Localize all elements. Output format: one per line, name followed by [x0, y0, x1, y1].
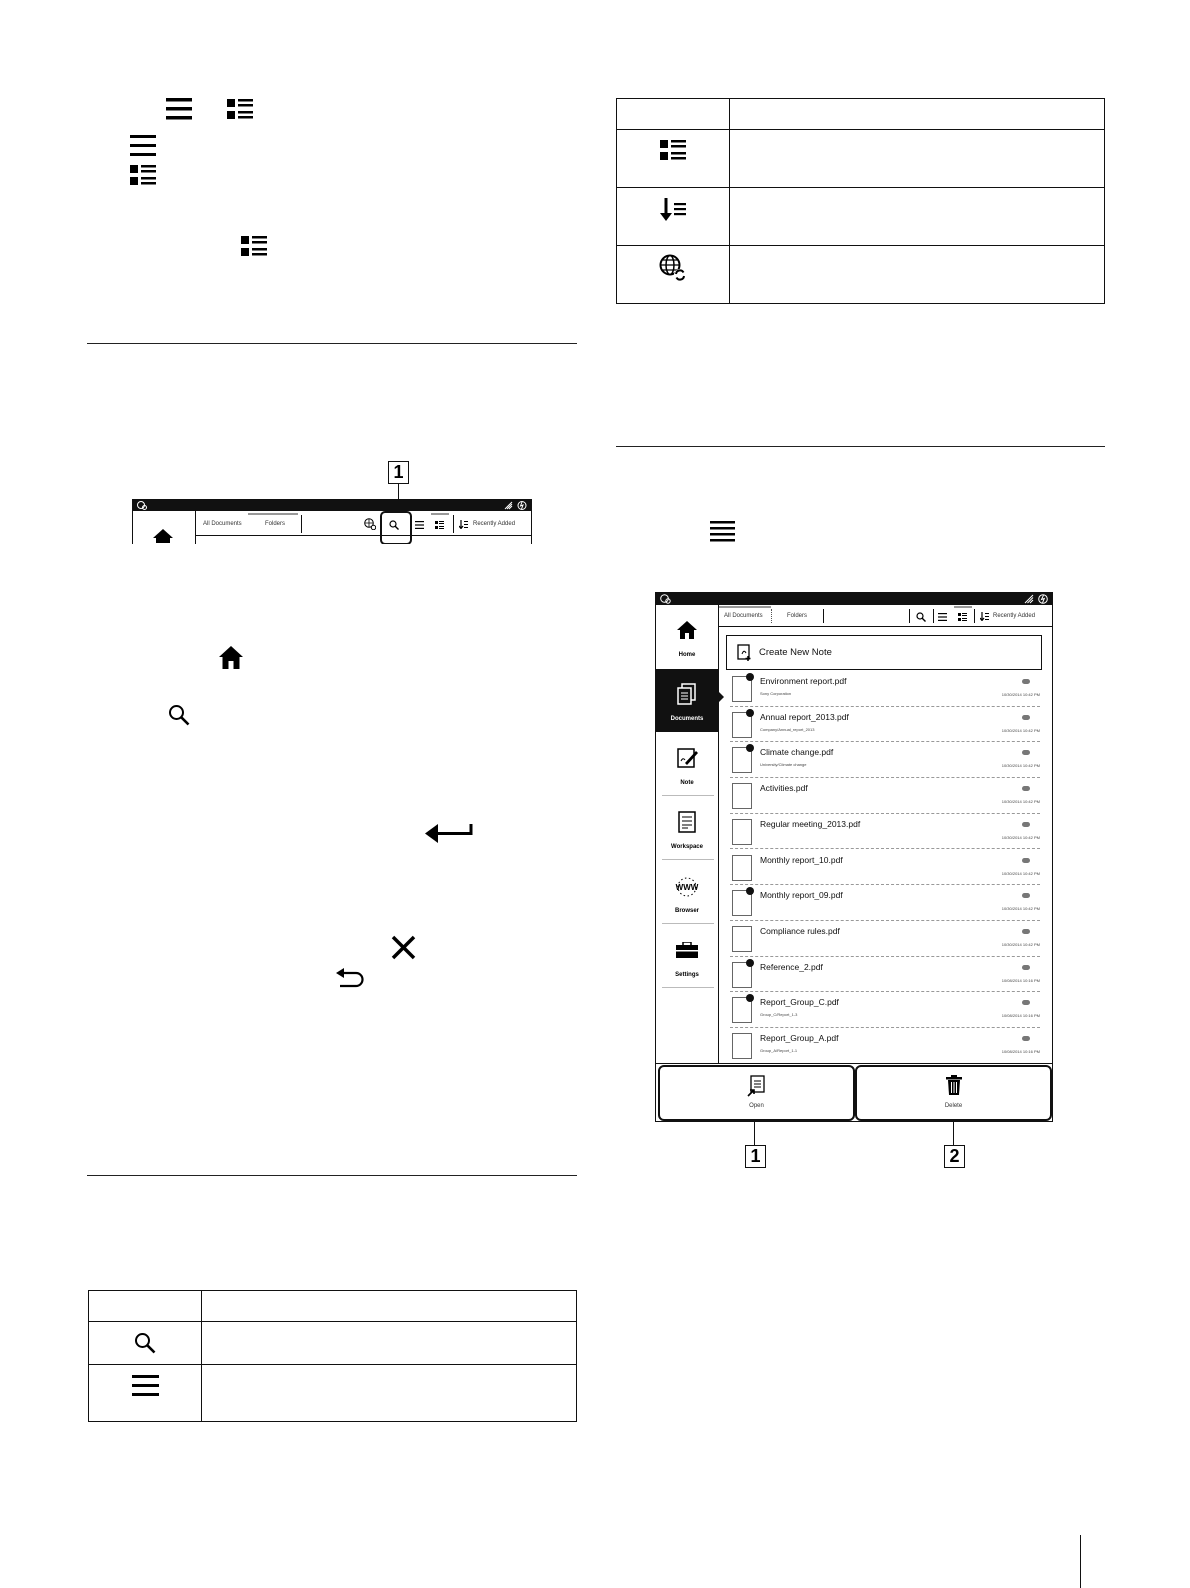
sync-status-icon [1022, 750, 1030, 755]
sync-globe-icon [659, 254, 687, 282]
list-view-icon [132, 1375, 159, 1397]
file-name: Annual report_2013.pdf [760, 711, 849, 722]
list-item[interactable] [656, 921, 1052, 957]
battery-icon [517, 501, 527, 510]
new-badge-icon [746, 709, 754, 717]
thumbnail-list-view-icon [241, 236, 267, 258]
list-item[interactable] [656, 814, 1052, 850]
sidebar-item-label: Documents [670, 716, 704, 722]
section-divider [87, 1175, 577, 1176]
table-icon-cell [617, 188, 730, 246]
sort-icon[interactable] [459, 520, 468, 529]
file-date: 10/30/2014 10:42 PM [1001, 763, 1040, 769]
callout-2: 2 [944, 1145, 965, 1168]
sidebar-item-label: Note [680, 780, 694, 786]
document-thumbnail [732, 783, 752, 809]
table-row [617, 188, 1105, 246]
list-view-icon [166, 98, 192, 120]
new-badge-icon [746, 994, 754, 1002]
tab-folders[interactable]: Folders [265, 521, 286, 527]
status-bar [133, 500, 531, 511]
list-item[interactable] [656, 992, 1052, 1028]
callout-leader [754, 1120, 755, 1146]
toolbar-frame [132, 499, 532, 544]
table-icon-cell [89, 1322, 202, 1365]
table-desc-cell [202, 1322, 577, 1365]
documents-screen [655, 592, 1053, 1122]
svg-text:WWW: WWW [675, 883, 699, 892]
file-path: Group_C/Report_1-3 [760, 1012, 798, 1018]
open-document-icon [747, 1075, 765, 1097]
file-name: Report_Group_A.pdf [760, 1033, 839, 1043]
section-divider [87, 343, 577, 344]
file-list [656, 593, 1052, 1063]
toolbar-baseline [195, 535, 531, 536]
file-date: 10/30/2014 10:42 PM [1001, 692, 1040, 697]
file-date: 10/30/2014 10:42 PM [1001, 941, 1040, 947]
sidebar-item-label: Settings [675, 972, 699, 978]
file-path: Sony Corporation [760, 691, 792, 696]
trash-icon [946, 1075, 962, 1095]
back-icon [336, 968, 364, 988]
table-header-cell [89, 1291, 202, 1322]
thumbnail-list-view-icon [130, 165, 156, 187]
file-name: Activities.pdf [760, 783, 808, 794]
sync-globe-icon[interactable] [364, 518, 376, 530]
list-view-icon [710, 521, 735, 542]
table-row [617, 246, 1105, 304]
tab-underline [248, 513, 298, 515]
file-path: Group_A/Report_1-1 [760, 1048, 798, 1053]
file-name: Compliance rules.pdf [760, 925, 840, 936]
table-header-cell [617, 99, 730, 130]
page-edge-marker [1080, 1535, 1081, 1588]
home-icon [219, 646, 243, 669]
tab-separator [301, 515, 302, 533]
table-row [617, 130, 1105, 188]
enter-arrow-icon [425, 822, 473, 844]
file-date: 10/30/2014 10:42 PM [1001, 906, 1040, 912]
delete-button[interactable] [855, 1065, 1052, 1121]
list-view-icon [130, 135, 156, 157]
table-desc-cell [730, 246, 1105, 304]
list-item[interactable] [656, 778, 1052, 814]
new-badge-icon [746, 744, 754, 752]
callout-leader [953, 1120, 954, 1146]
icon-table-right [616, 98, 1105, 304]
list-item[interactable] [656, 1028, 1052, 1064]
sync-status-icon [1022, 1036, 1030, 1041]
action-bar-top-line [656, 1063, 1052, 1064]
sync-status-icon [1022, 893, 1030, 898]
document-thumbnail [732, 855, 752, 881]
figure-toolbar [132, 461, 532, 543]
file-name: Report_Group_C.pdf [760, 997, 839, 1008]
search-icon [168, 704, 190, 726]
file-date: 10/30/2014 10:42 PM [1001, 727, 1040, 733]
sync-status-icon [1022, 679, 1030, 684]
tab-all-documents[interactable]: All Documents [724, 613, 763, 619]
file-name: Monthly report_09.pdf [760, 890, 843, 901]
sync-status-icon [1022, 965, 1030, 970]
icon-table-left [88, 1290, 577, 1422]
table-icon-cell [617, 246, 730, 304]
file-name: Climate change.pdf [760, 747, 834, 758]
file-date: 10/08/2014 10:16 PM [1001, 1049, 1040, 1054]
table-desc-cell [202, 1365, 577, 1422]
view-underline [431, 513, 449, 515]
list-item[interactable] [656, 671, 1052, 707]
file-date: 10/30/2014 10:42 PM [1001, 834, 1040, 840]
table-header-cell [202, 1291, 577, 1322]
file-name: Monthly report_10.pdf [760, 854, 843, 865]
tab-folders[interactable]: Folders [787, 613, 808, 619]
thumbnail-list-view-icon[interactable] [435, 521, 444, 529]
file-date: 10/08/2014 10:16 PM [1001, 1013, 1040, 1019]
callout-1: 1 [388, 461, 409, 484]
wifi-icon [504, 501, 513, 510]
list-item[interactable] [656, 742, 1052, 778]
sync-status-icon [1022, 715, 1030, 720]
new-badge-icon [746, 887, 754, 895]
file-name: Regular meeting_2013.pdf [760, 818, 861, 829]
new-badge-icon [746, 959, 754, 967]
table-icon-cell [617, 130, 730, 188]
search-icon[interactable] [389, 520, 399, 530]
table-icon-cell [89, 1365, 202, 1422]
search-icon [134, 1332, 156, 1354]
callout-1: 1 [745, 1145, 766, 1168]
sync-globe-icon [137, 501, 147, 510]
tab-all-documents[interactable]: All Documents [203, 521, 242, 527]
new-badge-icon [746, 673, 754, 681]
create-new-note-label: Create New Note [759, 647, 832, 658]
delete-label: Delete [944, 1103, 963, 1109]
sync-status-icon [1022, 1000, 1030, 1005]
file-path: University/Climate change [760, 762, 807, 768]
close-icon [391, 935, 416, 960]
document-thumbnail [732, 819, 752, 845]
selection-pointer-icon [718, 691, 724, 703]
table-header-cell [730, 99, 1105, 130]
sort-label[interactable]: Recently Added [473, 521, 516, 527]
sort-label[interactable]: Recently Added [993, 613, 1036, 619]
open-label: Open [749, 1103, 764, 1109]
thumbnail-list-view-icon [227, 99, 253, 121]
document-thumbnail [732, 926, 752, 952]
sync-status-icon [1022, 929, 1030, 934]
file-name: Environment report.pdf [760, 676, 847, 686]
section-divider [616, 446, 1105, 447]
home-icon[interactable] [153, 529, 173, 543]
sort-icon [660, 198, 686, 222]
list-item[interactable] [656, 957, 1052, 993]
thumbnail-list-view-icon [660, 140, 686, 162]
table-row [89, 1322, 577, 1365]
open-button[interactable] [658, 1065, 855, 1121]
table-header-row [617, 99, 1105, 130]
file-name: Reference_2.pdf [760, 961, 823, 972]
list-item[interactable] [656, 885, 1052, 921]
file-date: 10/08/2014 10:16 PM [1001, 977, 1040, 983]
sidebar-item-label: Home [678, 652, 696, 658]
table-row [89, 1365, 577, 1422]
list-view-icon[interactable] [415, 521, 424, 529]
document-thumbnail [732, 1033, 752, 1059]
sort-separator [453, 515, 454, 533]
sync-status-icon [1022, 822, 1030, 827]
file-date: 10/30/2014 10:42 PM [1001, 870, 1040, 876]
sidebar-item-label: Browser [674, 908, 699, 914]
file-date: 10/30/2014 10:42 PM [1001, 799, 1040, 805]
list-item[interactable] [656, 707, 1052, 743]
sidebar-item-label: Workspace [671, 844, 703, 850]
list-item[interactable] [656, 850, 1052, 886]
table-desc-cell [730, 130, 1105, 188]
table-header-row [89, 1291, 577, 1322]
table-desc-cell [730, 188, 1105, 246]
sync-status-icon [1022, 786, 1030, 791]
sync-status-icon [1022, 858, 1030, 863]
file-path: Company/Annual_report_2013 [760, 726, 815, 732]
